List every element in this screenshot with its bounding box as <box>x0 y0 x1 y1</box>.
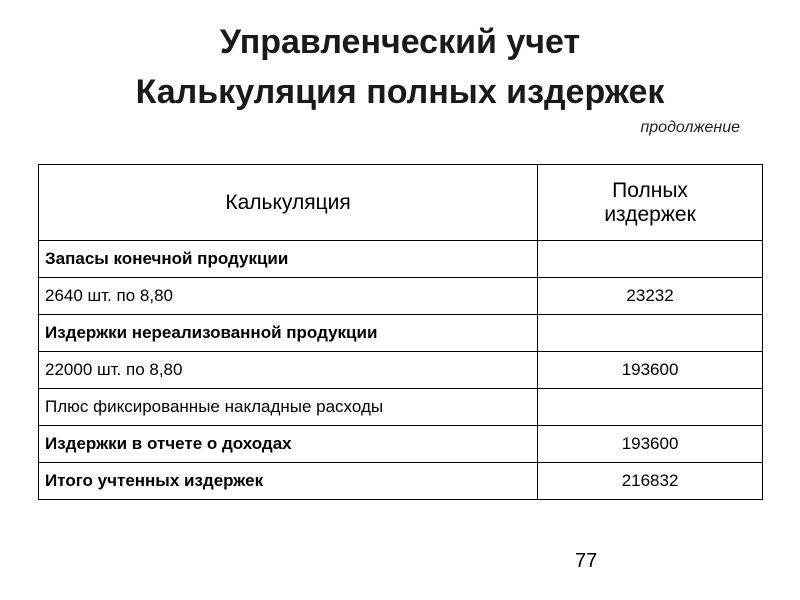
page-number: 77 <box>575 550 598 572</box>
header-calculation: Калькуляция <box>39 165 538 241</box>
costing-table <box>38 164 763 500</box>
header-full-costs-line1: Полных <box>612 178 688 202</box>
table-row <box>39 241 763 278</box>
header-full-costs-line2: издержек <box>604 202 696 226</box>
continuation-note: продолжение <box>640 119 740 136</box>
table-header-row <box>39 165 763 241</box>
row-label: Запасы конечной продукции <box>39 241 538 278</box>
row-label: 2640 шт. по 8,80 <box>39 278 538 315</box>
header-full-costs <box>538 165 763 241</box>
row-value: 193600 <box>538 426 763 463</box>
table-row <box>39 463 763 500</box>
row-label: Итого учтенных издержек <box>39 463 538 500</box>
row-label: 22000 шт. по 8,80 <box>39 352 538 389</box>
table-row <box>39 315 763 352</box>
row-label: Издержки в отчете о доходах <box>39 426 538 463</box>
page-title: Управленческий учет <box>219 23 581 61</box>
table-row <box>39 389 763 426</box>
row-value <box>538 389 763 426</box>
table-row <box>39 278 763 315</box>
row-value: 216832 <box>538 463 763 500</box>
row-label: Издержки нереализованной продукции <box>39 315 538 352</box>
row-value <box>538 315 763 352</box>
row-value <box>538 241 763 278</box>
table-row <box>39 352 763 389</box>
row-value: 23232 <box>538 278 763 315</box>
page-subtitle-title: Калькуляция полных издержек <box>135 73 665 111</box>
row-value: 193600 <box>538 352 763 389</box>
table-row <box>39 426 763 463</box>
row-label: Плюс фиксированные накладные расходы <box>39 389 538 426</box>
